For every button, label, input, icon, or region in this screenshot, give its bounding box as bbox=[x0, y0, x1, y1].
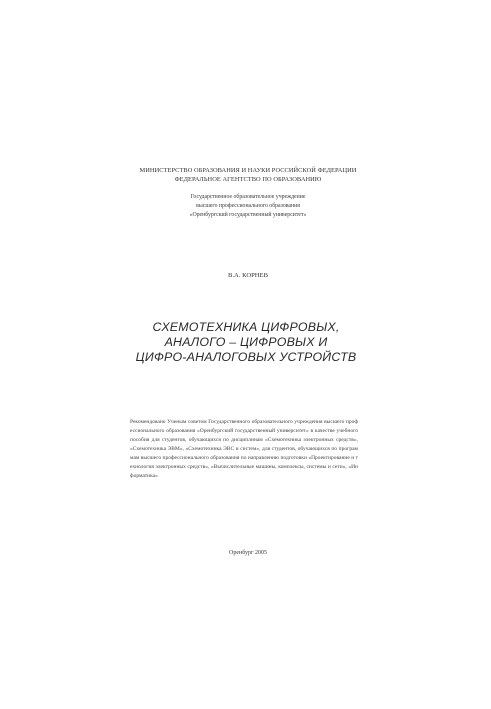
agency-name: ФЕДЕРАЛЬНОЕ АГЕНТСТВО ПО ОБРАЗОВАНИЮ bbox=[174, 176, 322, 183]
city-year: Оренбург 2005 bbox=[229, 550, 267, 556]
ministry-header bbox=[128, 166, 368, 184]
recommendation-text: Рекомендовано Ученым советом Государственного образовательного учреждения высшего профессионального образования «Оренбургский государственный университет» в качестве учебного пособия для студентов, обучающихся по дисциплинам «Схемотехника электронных средств», «Схемотехника ЭВМ», «Схемотехника ЭВС и систем», для студентов, обучающихся по программам высшего профессионального образования по направлению подготовки «Проектирование и технология электронных средств», «Вычислительные машины, комплексы, системы и сети», «Информатика» bbox=[130, 419, 358, 479]
ministry-name: МИНИСТЕРСТВО ОБРАЗОВАНИЯ И НАУКИ РОССИЙСКОЙ ФЕДЕРАЦИИ bbox=[139, 167, 357, 174]
title-line-2: АНАЛОГО – ЦИФРОВЫХ И bbox=[164, 335, 328, 349]
institution-line-3: «Оренбургский государственный университет» bbox=[189, 212, 307, 218]
title-line-3: ЦИФРО-АНАЛОГОВЫХ УСТРОЙСТВ bbox=[135, 350, 357, 364]
book-title bbox=[120, 320, 372, 365]
author-name: В.А. КОРНЕВ bbox=[228, 272, 268, 279]
institution-line-1: Государственное образовательное учреждение bbox=[190, 194, 306, 200]
title-line-1: СХЕМОТЕХНИКА ЦИФРОВЫХ, bbox=[152, 320, 340, 334]
institution-block bbox=[140, 193, 356, 220]
institution-line-2: высшего профессионального образования bbox=[196, 203, 300, 209]
